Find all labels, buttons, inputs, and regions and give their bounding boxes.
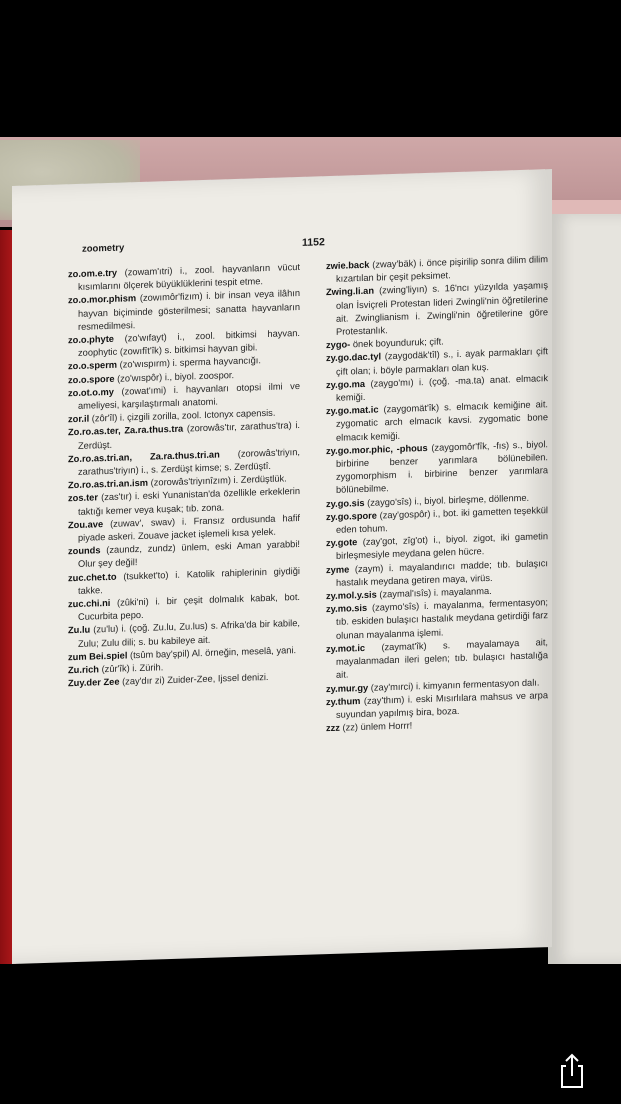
definition: (zowat'ımi) i. hayvanları otopsi ilmi ve ameliyesi, karşılaştırmalı anatomi. — [78, 380, 300, 411]
definition: (zaygodäk'tîl) s., i. ayak parmakları çift çift olan; i. böyle parmakları olan kuş. — [336, 346, 548, 377]
headword: zo.ot.o.my — [68, 386, 114, 399]
headword: zy.go.ma — [326, 378, 366, 390]
definition: (zay'thım) i. eski Mısırlılara mahsus ve arpa suyundan yapılmış bira, boza. — [336, 689, 548, 720]
headword: Zuy.der Zee — [68, 676, 120, 689]
headword: zo.o.phyte — [68, 333, 114, 346]
definition: (zay'got, zîg'ot) i., biyol. zigot, iki gametin birleşmesiyle meydana gelen hücre. — [336, 531, 548, 562]
headword: zo.o.spore — [68, 373, 115, 385]
left-column — [68, 261, 300, 691]
share-button[interactable] — [557, 1052, 587, 1090]
headword: Zwing.li.an — [326, 286, 375, 298]
headword: zy.go.spore — [326, 510, 377, 522]
definition: (zaymo'sîs) i. mayalanma, fermentasyon; tıb. eskiden bulaşıcı hastalık meydana getirdiği farz olunan mayalanma işlemi. — [336, 597, 548, 641]
headword: zzz — [326, 722, 340, 734]
definition: önek boyunduruk; çift. — [350, 336, 444, 350]
dictionary-page — [12, 169, 552, 964]
headword: zy.mot.ic — [326, 642, 366, 655]
definition: (zorowâs'triyın, zarathus'triyın) i., s. Zerdüşt kimse; s. Zerdüştî. — [78, 446, 300, 477]
right-column — [326, 253, 548, 735]
definition: (zay'dır zi) Zuider-Zee, Ijssel denizi. — [119, 672, 269, 687]
definition: (zo'wıspırm) i. sperma hayvancığı. — [117, 355, 261, 371]
facing-page — [548, 214, 621, 964]
entry — [326, 596, 548, 643]
definition: (tsukket'to) i. Katolik rahiplerinin giydiği takke. — [78, 565, 300, 596]
definition: (zaygo'sîs) i., biyol. birleşme, döllenme. — [364, 492, 530, 508]
definition: (zorowâs'tır, zarathus'tra) i. Zerdüşt. — [78, 420, 300, 451]
definition: (zas'tır) i. eski Yunanistan'da özellikle erkeklerin taktığı kemer veya kuşak; tıb. zona. — [78, 486, 300, 517]
headword: zuc.chet.to — [68, 571, 117, 583]
headword: zor.il — [68, 413, 90, 425]
headword: zy.mol.y.sis — [326, 589, 377, 602]
definition: (zay'mırci) i. kimyanın fermentasyon dalı. — [368, 676, 540, 693]
definition: (zuwav', swav) i. Fransız ordusunda hafif piyade askeri. Zouave jacket işlemeli kısa yelek. — [78, 512, 300, 543]
headword: zygo- — [326, 339, 351, 351]
headword: zuc.chi.ni — [68, 597, 111, 610]
share-icon — [557, 1052, 587, 1090]
definition: (zo'wıspôr) i., biyol. zoospor. — [114, 369, 235, 384]
definition: (zaymal'ısîs) i. mayalanma. — [376, 586, 492, 600]
definition: (zaundz, zundz) ünlem, eski Aman yarabbi! Olur şey değil! — [78, 539, 300, 570]
entry — [326, 398, 548, 445]
headword: zounds — [68, 545, 101, 557]
definition: (zaygomät'îk) s. elmacık kemiğine ait. zygomatic arch elmacık kavsi. zygomatic bone elmacık kemiği. — [336, 399, 548, 443]
headword: Zu.rich — [68, 664, 99, 676]
headword: zos.ter — [68, 492, 98, 504]
definition: (zaygo'mı) i. (çoğ. -ma.ta) anat. elmacık kemiği. — [336, 372, 548, 403]
headword: zy.go.sis — [326, 497, 365, 509]
headword: zy.go.dac.tyl — [326, 351, 382, 364]
entry — [326, 280, 548, 340]
definition: (zo'wıfayt) i., zool. bitkimsi hayvan. zoophytic (zowıfît'îk) s. bitkimsi hayvan gibi. — [78, 327, 300, 359]
headword: Zo.ro.as.ter, Za.ra.thus.tra — [68, 424, 184, 438]
headword: Zou.ave — [68, 518, 104, 531]
headword: Zo.ro.as.tri.an.ism — [68, 477, 149, 491]
page-number: 1152 — [302, 236, 325, 249]
headword: zy.mur.gy — [326, 682, 369, 694]
entry — [326, 636, 548, 683]
definition: (zûr'îk) i. Zürih. — [99, 662, 164, 675]
headword: zy.go.mat.ic — [326, 404, 379, 417]
headword: zwie.back — [326, 259, 370, 272]
definition: (tsûm bay'şpil) Al. örneğin, meselâ, yani. — [127, 644, 297, 661]
definition: (zorowâs'triyınîzım) i. Zerdüştlük. — [148, 473, 287, 488]
definition: (zowam'ıtri) i., zool. hayvanların vücut kısımlarını ölçerek büyüklüklerini tespit etme. — [78, 261, 300, 293]
headword: zy.go.mor.phic, -phous — [326, 442, 428, 456]
headword: zo.om.e.try — [68, 267, 118, 280]
definition: (zûki'ni) i. bir çeşit dolmalık kabak, bot. Cucurbita pepo. — [78, 592, 300, 623]
definition: (zay'gospôr) i., bot. iki gametten teşekkül eden tohum. — [336, 505, 548, 535]
headword: zum Bei.spiel — [68, 650, 128, 663]
definition: (zu'lu) i. (çoğ. Zu.lu, Zu.lus) s. Afrika'da bir kabile, Zulu; Zulu dili; s. bu kabileye ait. — [78, 618, 300, 649]
definition: (zôr'îl) i. çizgili zorilla, zool. Ictonyx capensis. — [89, 407, 276, 424]
photo-viewer-toolbar — [0, 964, 621, 1104]
headword: Zu.lu — [68, 625, 91, 636]
guide-word: zoometry — [82, 242, 125, 255]
headword: zo.o.sperm — [68, 360, 118, 372]
headword: zy.mo.sis — [326, 603, 368, 615]
definition: (zz) ünlem Horrr! — [339, 720, 413, 733]
headword: Zo.ro.as.tri.an, Za.ra.thus.tri.an — [68, 449, 220, 465]
definition: (zaym) i. mayalandırıcı madde; tıb. bulaşıcı hastalık meydana getiren maya, virüs. — [336, 557, 548, 588]
definition: (zway'bäk) i. önce pişirilip sonra dilim dilim kızartılan bir çeşit peksimet. — [336, 254, 548, 285]
headword: zy.gote — [326, 537, 358, 549]
headword: zy.thum — [326, 695, 361, 707]
entry — [326, 438, 548, 498]
definition: (zaymat'îk) s. mayalamaya ait, mayalanmadan ileri gelen; tıb. bulaşıcı hastalığa ait. — [336, 637, 548, 681]
headword: zyme — [326, 564, 350, 575]
definition: (zaygomôr'fîk, -fıs) s., biyol. birbirine benzer yarımlara bölünebilen. zygomorphism i. birbirine benzer yarımlara bölünebilme. — [336, 438, 548, 496]
definition: (zwing'liyın) s. 16'ncı yüzyılda yaşamış olan İsviçreli Protestan lideri Zwingli'nin öğretilerine ait. Zwinglianism i. Zwingli'nin öğretilerine göre Protestanlık. — [336, 280, 548, 337]
definition: (zowımôr'fizım) i. bir insan veya ilâhın hayvan biçiminde gösterilmesi; sanatta hayvanların resmedilmesi. — [78, 288, 300, 332]
headword: zo.o.mor.phism — [68, 293, 137, 306]
